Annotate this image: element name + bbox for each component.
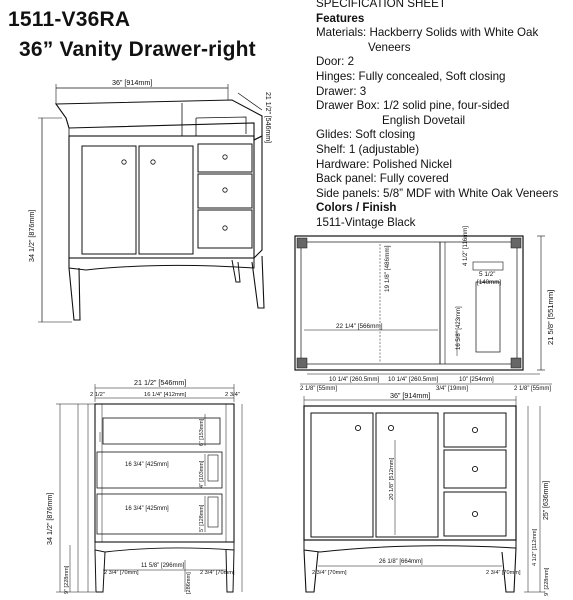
- iso-depth-label: 21 1/2” [546mm]: [264, 92, 271, 143]
- plan-seg-2: 10 1/4” [260.5mm]: [388, 376, 439, 383]
- plan-1658: 16 5/8” [423mm]: [456, 306, 462, 350]
- features-heading: Features: [316, 11, 365, 25]
- front-bottom-r: 9” [228mm]: [544, 567, 550, 596]
- plan-512-mm: [140mm]: [477, 279, 502, 286]
- spec-materials: Materials: Hackberry Solids with White Oak: [316, 26, 539, 40]
- side-l1-label: 6” [153mm]: [199, 418, 205, 446]
- plan-b2: 3/4” [19mm]: [436, 386, 469, 392]
- spec-door: Door: 2: [316, 55, 355, 69]
- side-b-label: 16 1/4” [412mm]: [144, 392, 187, 398]
- isometric-knobs: [122, 155, 227, 230]
- model-number: 1511-V36RA: [8, 8, 131, 31]
- spec-materials-cont: Veneers: [368, 40, 411, 54]
- side-vert-1: 9” [228mm]: [64, 565, 70, 594]
- plan-b3: 2 1/8” [55mm]: [514, 386, 552, 392]
- front-foot-1: 2 3/4” [70mm]: [312, 570, 347, 576]
- isometric-view: [38, 84, 264, 322]
- spec-side-panels: Side panels: 5/8” MDF with White Oak Veneers: [316, 186, 559, 200]
- plan-depth: 21 5/8” [551mm]: [546, 289, 555, 345]
- side-drawer-depth-1: 16 3/4” [425mm]: [125, 462, 169, 468]
- side-c-label: 2 3/4”: [225, 392, 240, 398]
- plan-512: 5 1/2”: [479, 271, 496, 278]
- plan-seg-1: 10 1/4” [260.5mm]: [329, 376, 380, 383]
- front-foot-2: 2 3/4” [70mm]: [486, 570, 521, 576]
- spec-hinges: Hinges: Fully concealed, Soft closing: [316, 69, 506, 83]
- plan-inner-width: 22 1/4” [566mm]: [336, 323, 383, 330]
- front-25-label: 25” [636mm]: [543, 480, 550, 520]
- spec-drawer-box: Drawer Box: 1/2 solid pine, four-sided: [316, 99, 510, 113]
- spec-back-panel: Back panel: Fully covered: [316, 172, 449, 186]
- spec-drawer: Drawer: 3: [316, 84, 367, 98]
- spec-hardware: Hardware: Polished Nickel: [316, 157, 452, 171]
- side-l2-label: 4” [103mm]: [199, 460, 205, 488]
- plan-412: 4 1/2” [116mm]: [463, 226, 469, 266]
- side-a-label: 2 1/2”: [90, 392, 105, 398]
- side-floor-label: 11 5/8” [296mm]: [141, 563, 185, 569]
- side-height-label: 34 1/2” [876mm]: [45, 492, 54, 545]
- front-floor-label: 26 1/8” [664mm]: [379, 559, 423, 565]
- spec-shelf: Shelf: 1 (adjustable): [316, 142, 420, 156]
- spec-finish: 1511-Vintage Black: [316, 215, 416, 229]
- plan-inner-height: 19 1/8” [486mm]: [384, 245, 391, 292]
- product-name: 36” Vanity Drawer-right: [19, 38, 256, 61]
- front-inner-label: 20 1/8” [512mm]: [389, 457, 395, 500]
- front-knobs: [355, 425, 477, 516]
- iso-height-label: 34 1/2” [876mm]: [27, 209, 36, 262]
- colors-heading: Colors / Finish: [316, 201, 397, 215]
- iso-width-label: 36” [914mm]: [112, 78, 153, 87]
- front-width-label: 36” [914mm]: [390, 391, 431, 400]
- spec-glides: Glides: Soft closing: [316, 128, 416, 142]
- side-l3-label: 5” [128mm]: [199, 504, 205, 532]
- front-elevation-view: [304, 396, 544, 592]
- side-drawer-depth-2: 16 3/4” [425mm]: [125, 506, 169, 512]
- side-section-view: [56, 384, 242, 592]
- plan-b1: 2 1/8” [55mm]: [300, 386, 338, 392]
- spec-sheet-label: SPECIFICATION SHEET: [316, 0, 446, 10]
- front-side-r: 4 1/2” [112mm]: [532, 528, 538, 566]
- side-foot-2: 2 3/4” [70mm]: [200, 570, 235, 576]
- side-vert-2: [286mm]: [186, 572, 192, 594]
- side-width-label: 21 1/2” [546mm]: [134, 378, 187, 387]
- plan-seg-3: 10” [254mm]: [459, 376, 494, 383]
- spec-drawer-box-cont: English Dovetail: [382, 113, 466, 127]
- side-foot-1: 2 3/4” [70mm]: [104, 570, 139, 576]
- plan-view: [295, 236, 552, 384]
